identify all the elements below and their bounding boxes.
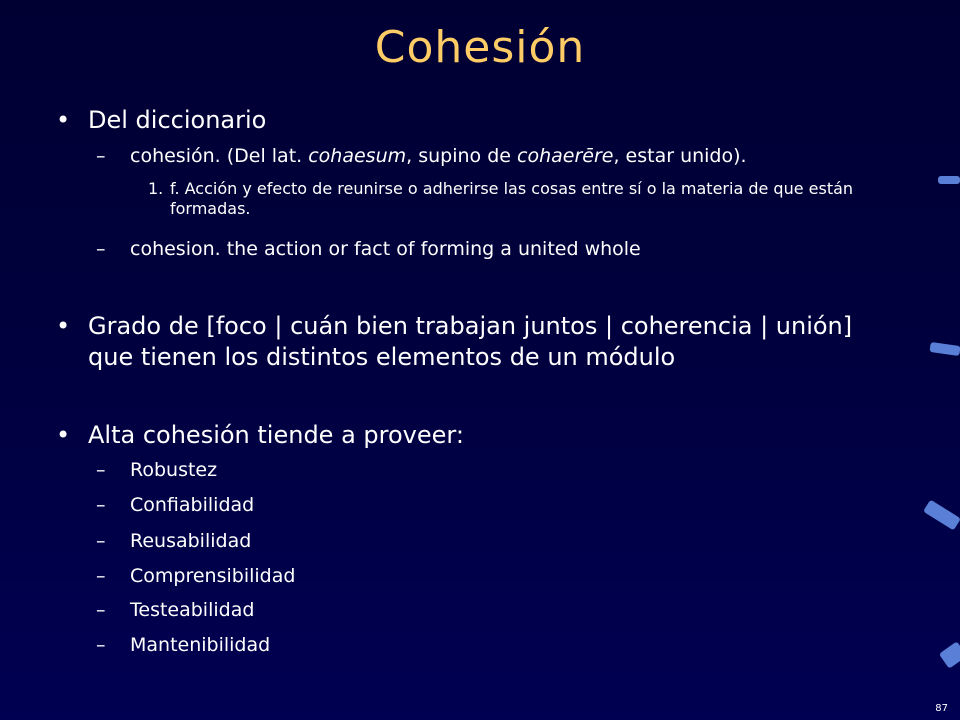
- quality-item: [96, 597, 916, 623]
- bullet-grado: [56, 311, 896, 373]
- page-number: 87: [935, 703, 948, 714]
- dash-marker: –: [96, 494, 106, 516]
- bullet-text: Grado de [foco | cuán bien trabajan juntos | coherencia | unión] que tienen los distintos elementos de un módulo: [88, 312, 853, 371]
- definition-number: 1.: [148, 179, 164, 198]
- quality-item: [96, 563, 916, 589]
- quality-item: [96, 632, 916, 658]
- decorative-stripe: [923, 500, 960, 531]
- quality-item: [96, 528, 916, 554]
- english-definition-text: cohesion. the action or fact of forming a united whole: [130, 238, 641, 260]
- quality-text: Robustez: [130, 459, 218, 481]
- sub-bullet-cohesion-es: [96, 143, 916, 169]
- quality-text: Reusabilidad: [130, 530, 252, 552]
- decorative-stripe: [938, 176, 960, 184]
- quality-text: Comprensibilidad: [130, 565, 296, 587]
- bullet-del-diccionario: [56, 105, 896, 136]
- definition-text: f. Acción y efecto de reunirse o adherirse las cosas entre sí o la materia de que están formadas.: [170, 179, 854, 218]
- definition-item: [148, 179, 908, 219]
- slide-title: Cohesión: [374, 22, 586, 73]
- latin-verb: cohaerēre: [517, 145, 614, 167]
- quality-text: Testeabilidad: [130, 599, 255, 621]
- bullet-text: Del diccionario: [88, 106, 267, 134]
- quality-text: Confiabilidad: [130, 494, 255, 516]
- decorative-stripe: [929, 342, 960, 356]
- dash-marker: –: [96, 634, 106, 656]
- text-suffix: , estar unido).: [613, 145, 747, 167]
- dash-marker: –: [96, 599, 106, 621]
- latin-word: cohaesum: [308, 145, 407, 167]
- bullet-alta-cohesion: [56, 420, 896, 451]
- text-prefix: cohesión. (Del lat.: [130, 145, 309, 167]
- dash-marker: –: [96, 565, 106, 587]
- quality-text: Mantenibilidad: [130, 634, 271, 656]
- dash-marker: –: [96, 459, 106, 481]
- bullet-marker: •: [56, 312, 71, 340]
- sub-bullet-cohesion-en: [96, 236, 916, 262]
- bullet-text: Alta cohesión tiende a proveer:: [88, 421, 464, 449]
- definition-source-text: [130, 143, 916, 169]
- bullet-marker: •: [56, 106, 71, 134]
- dash-marker: –: [96, 145, 106, 167]
- dash-marker: –: [96, 238, 106, 260]
- text-mid: , supino de: [406, 145, 517, 167]
- decorative-stripe: [939, 641, 960, 668]
- quality-item: [96, 492, 916, 518]
- dash-marker: –: [96, 530, 106, 552]
- quality-item: [96, 457, 916, 483]
- bullet-marker: •: [56, 421, 71, 449]
